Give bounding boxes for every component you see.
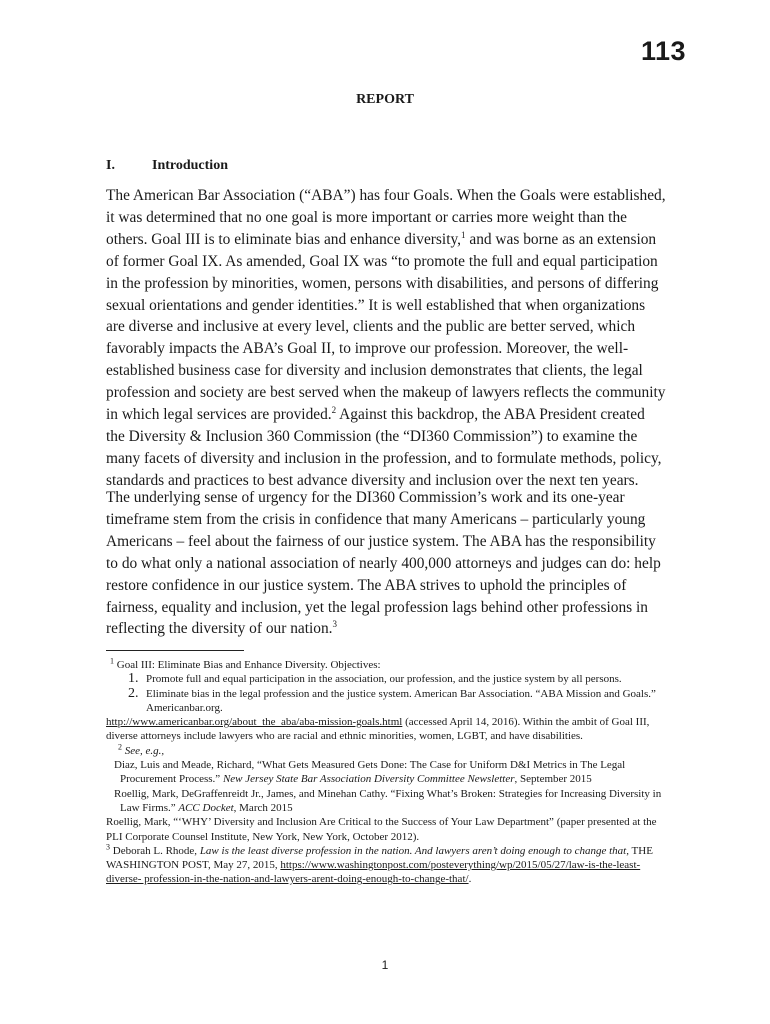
- ref-2-text-a: Roellig, Mark, DeGraffenreidt Jr., James, and Minehan Cathy. “Fixing What’s Broken: Strategies for Increasing Diversity in Law Firms.”: [114, 787, 662, 814]
- footnote-ref-1: 1: [461, 229, 466, 240]
- footnote-3: [106, 844, 666, 887]
- footnote-2-ref-3: [106, 815, 666, 844]
- footnote-ref-2: 2: [331, 404, 337, 415]
- item-1-text: Promote full and equal participation in the association, our profession, and the justice system by all persons.: [146, 673, 622, 686]
- paragraph-1-text-a: The American Bar Association (“ABA”) has four Goals. When the Goals were established, it was determined that no one goal is more important or carries more weight than the others. Goal III is to eliminate bias and enhance diversity,: [106, 187, 666, 248]
- footnote-2-ref-2: [106, 787, 666, 816]
- paragraph-1-text-b: and was borne as an extension of former Goal IX. As amended, Goal IX was “to promote the full and equal participation in the profession by minorities, women, persons with disabilities, and persons of differing sexual orientations and gender identities.” It is well established that when organizations are diverse and inclusive at every level, clients and the public are better served, which favorably impacts the ABA’s Goal II, to improve our profession. Moreover, the well-established business case for diversity and inclusion demonstrates that clients, the legal profession and society are best served when the makeup of lawyers reflects the community in which legal services are provided.: [106, 230, 666, 424]
- footnote-2-mark: 2: [118, 742, 122, 752]
- ref-3-text: Roellig, Mark, “‘WHY’ Diversity and Inclusion Are Critical to the Success of Your Law Department” (paper presented at the PLI Corporate Counsel Institute, New York, New York, October 2012).: [106, 816, 657, 843]
- report-title: REPORT: [356, 92, 414, 107]
- section-number: I.: [106, 158, 115, 173]
- footnote-ref-3: 3: [332, 619, 338, 630]
- footnote-1-item-1: [128, 672, 666, 686]
- footnote-1: [106, 658, 666, 672]
- footnote-2-see: See, e.g.,: [124, 744, 165, 757]
- item-2-text: Eliminate bias in the legal profession and the justice system. American Bar Association. “ABA Mission and Goals.” Americanbar.org.: [146, 687, 656, 714]
- section-heading: [106, 158, 228, 174]
- footnote-separator: [106, 650, 244, 651]
- footnote-3-mark: 3: [106, 842, 110, 852]
- footnotes: [106, 658, 666, 887]
- page-number-bottom: 1: [381, 958, 389, 972]
- paragraph-1: [106, 185, 666, 492]
- ref-2-source: ACC Docket: [178, 801, 234, 814]
- paragraph-1-text-c: Against this backdrop, the ABA President created the Diversity & Inclusion 360 Commission (the “DI360 Commission”) to examine the many facets of diversity and inclusion in the profession, and to formulate methods, policy, standards and practices to best advance diversity and inclusion over the next ten years.: [106, 406, 662, 489]
- ref-1-text-b: , September 2015: [514, 773, 592, 786]
- item-2-number: 2.: [128, 685, 139, 701]
- footnote-2: [106, 744, 666, 758]
- footnote-3-article-title: Law is the least diverse profession in the nation. And lawyers aren’t doing enough to change that: [199, 844, 627, 857]
- paragraph-2-text: The underlying sense of urgency for the DI360 Commission’s work and its one-year timeframe stem from the crisis in confidence that many Americans – particularly young Americans – feel about the fairness of our justice system. The ABA has the responsibility to do what only a national association of nearly 400,000 attorneys and judges can do: help restore confidence in our justice system. The ABA strives to uphold the principles of fairness, equality and inclusion, yet the legal profession lags behind other professions in reflecting the diversity of our nation.: [106, 489, 661, 638]
- ref-1-source: New Jersey State Bar Association Diversity Committee Newsletter: [222, 773, 515, 786]
- footnote-2-ref-1: [106, 758, 666, 787]
- footnote-1-continued: [106, 715, 666, 744]
- footnote-1-mark: 1: [110, 656, 114, 666]
- washington-post-link[interactable]: https://www.washingtonpost.com/posteverything/wp/2015/05/27/law-is-the-least-diverse- profession-in-the-nation-and-lawyers-arent-doing-enough-to-change-that/: [106, 859, 641, 886]
- section-title: Introduction: [152, 158, 228, 173]
- footnote-3-publication: , THE WASHINGTON POST, May 27, 2015,: [106, 844, 653, 872]
- footnote-3-author: Deborah L. Rhode,: [112, 844, 200, 857]
- footnote-1-url-tail: (accessed April 14, 2016). Within the ambit of Goal III, diverse attorneys include lawyers who are racial and ethnic minorities, women, LGBT, and have disabilities.: [106, 716, 650, 743]
- footnote-1-item-2: [128, 687, 666, 716]
- paragraph-2: [106, 487, 666, 640]
- ref-2-text-b: , March 2015: [233, 801, 293, 814]
- footnote-3-end: .: [468, 873, 472, 886]
- footnote-1-text: Goal III: Eliminate Bias and Enhance Diversity. Objectives:: [116, 659, 381, 671]
- item-1-number: 1.: [128, 671, 139, 687]
- page-number-top: 113: [640, 36, 686, 66]
- aba-goals-link[interactable]: http://www.americanbar.org/about_the_aba/aba-mission-goals.html: [106, 716, 403, 729]
- ref-1-text-a: Diaz, Luis and Meade, Richard, “What Gets Measured Gets Done: The Case for Uniform D&I Metrics in The Legal Procurement Process.”: [114, 759, 626, 786]
